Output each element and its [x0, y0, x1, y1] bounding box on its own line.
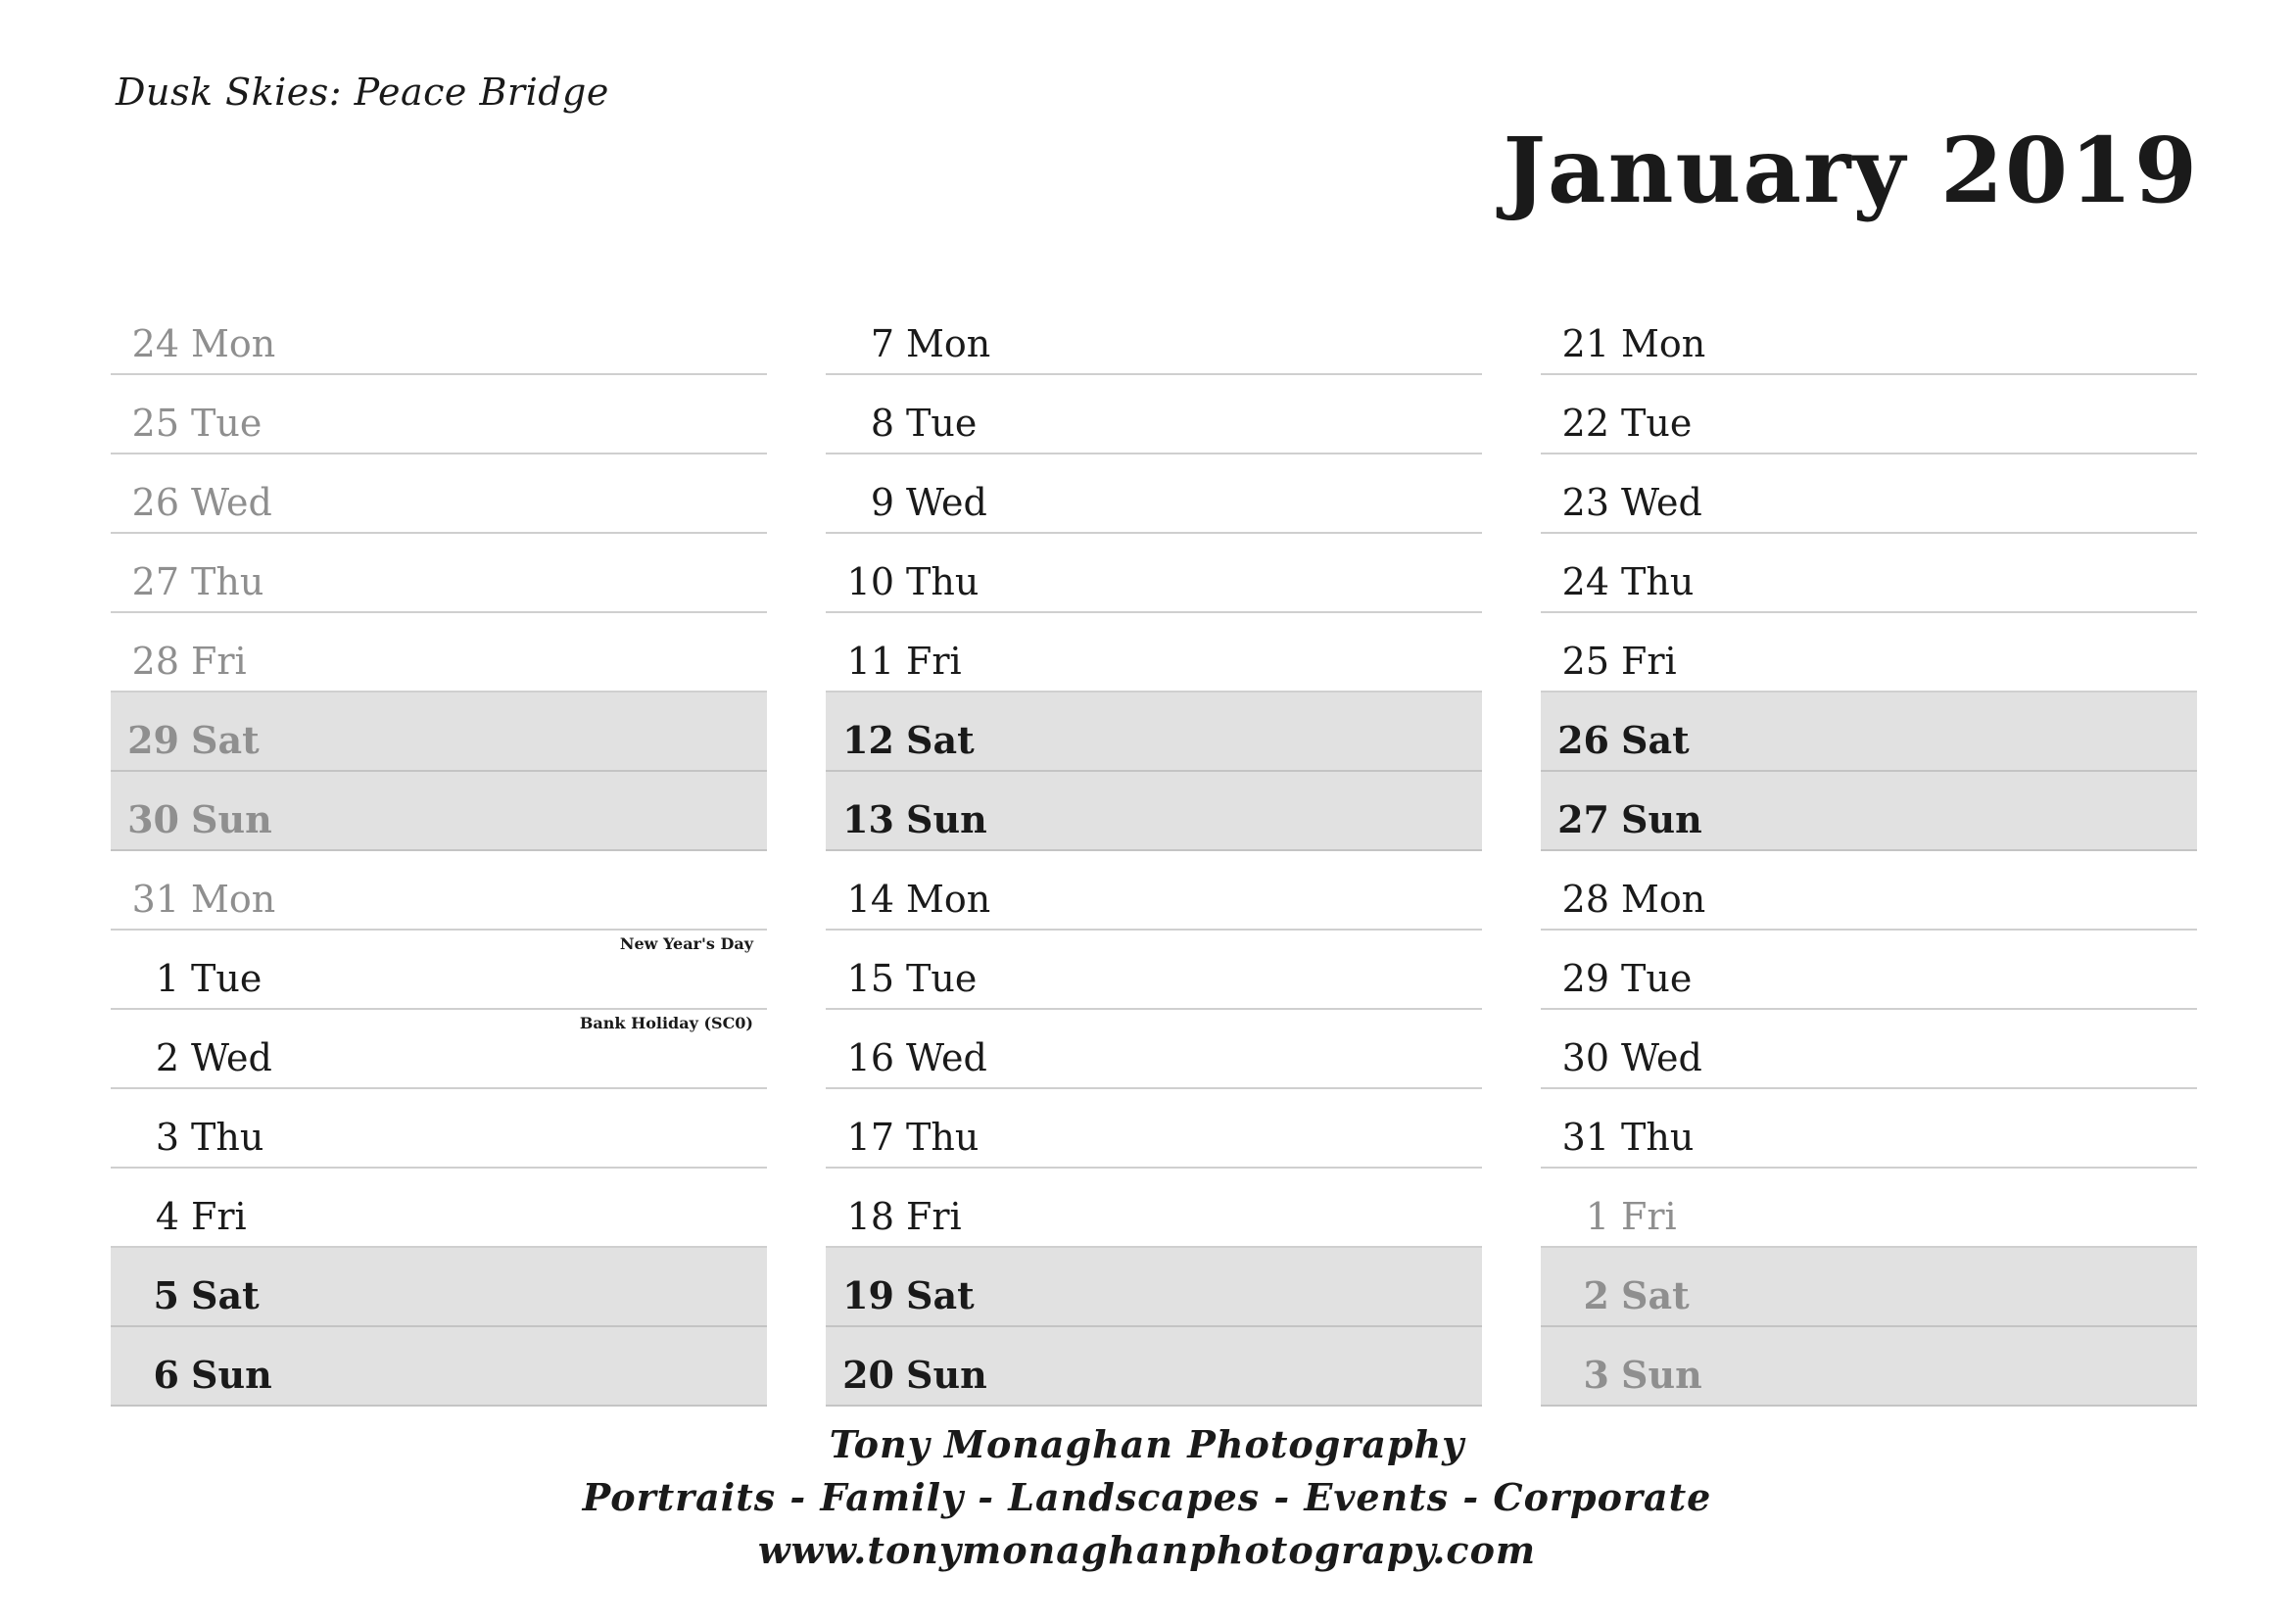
month-title: January 2019 [1503, 118, 2199, 223]
day-row [1541, 851, 2197, 931]
day-name: Wed [191, 1036, 272, 1079]
day-row [826, 931, 1482, 1010]
day-row [111, 693, 767, 772]
day-name: Mon [1621, 878, 1706, 921]
day-number: 29 [127, 718, 179, 762]
day-row [111, 931, 767, 1010]
day-name: Thu [1621, 1116, 1695, 1159]
day-row [1541, 1169, 2197, 1248]
day-number: 2 [155, 1036, 179, 1079]
day-name: Sat [191, 1273, 260, 1317]
day-number: 3 [155, 1116, 179, 1159]
day-number: 4 [155, 1195, 179, 1238]
day-number: 8 [870, 402, 894, 445]
day-name: Sat [906, 1273, 975, 1317]
day-row [826, 772, 1482, 851]
day-name: Sat [191, 718, 260, 762]
day-name: Sun [906, 797, 987, 841]
day-name: Mon [906, 322, 991, 365]
day-number: 6 [153, 1353, 179, 1397]
day-number: 28 [1561, 878, 1609, 921]
day-number: 17 [846, 1116, 894, 1159]
day-number: 30 [127, 797, 179, 841]
day-name: Thu [191, 1116, 264, 1159]
day-row [826, 454, 1482, 534]
day-number: 13 [842, 797, 894, 841]
day-row [111, 296, 767, 375]
day-number: 26 [131, 481, 179, 524]
day-name: Thu [191, 560, 264, 603]
day-number: 7 [870, 322, 894, 365]
day-row [1541, 454, 2197, 534]
day-row [1541, 1010, 2197, 1089]
day-row [111, 1169, 767, 1248]
day-name: Fri [906, 1195, 962, 1238]
day-number: 25 [131, 402, 179, 445]
day-name: Mon [906, 878, 991, 921]
day-name: Thu [1621, 560, 1695, 603]
calendar-column-3 [1541, 296, 2197, 1407]
day-row [1541, 534, 2197, 613]
day-name: Sat [1621, 718, 1690, 762]
day-name: Wed [906, 481, 987, 524]
day-number: 31 [131, 878, 179, 921]
day-row [826, 613, 1482, 693]
day-name: Wed [191, 481, 272, 524]
day-name: Fri [1621, 1195, 1677, 1238]
day-row [826, 1010, 1482, 1089]
day-number: 5 [153, 1273, 179, 1317]
day-name: Thu [906, 1116, 980, 1159]
day-row [826, 851, 1482, 931]
day-number: 23 [1561, 481, 1609, 524]
day-name: Fri [191, 640, 247, 683]
holiday-label: New Year's Day [619, 934, 753, 953]
day-name: Sat [906, 718, 975, 762]
day-name: Wed [1621, 1036, 1702, 1079]
day-number: 2 [1583, 1273, 1609, 1317]
day-row [826, 296, 1482, 375]
day-row [111, 1089, 767, 1169]
calendar-column-1 [111, 296, 767, 1407]
footer-website: www.tonymonaghanphotograpy.com [757, 1528, 1537, 1572]
holiday-label: Bank Holiday (SC0) [579, 1014, 753, 1032]
day-name: Sun [191, 1353, 272, 1397]
day-name: Wed [906, 1036, 987, 1079]
day-number: 22 [1561, 402, 1609, 445]
day-number: 25 [1561, 640, 1609, 683]
day-row [111, 772, 767, 851]
day-row [826, 1248, 1482, 1327]
day-row [1541, 375, 2197, 454]
day-name: Tue [906, 402, 978, 445]
day-row [826, 534, 1482, 613]
day-number: 30 [1561, 1036, 1609, 1079]
day-number: 29 [1561, 957, 1609, 1000]
day-name: Tue [906, 957, 978, 1000]
day-name: Sun [906, 1353, 987, 1397]
day-row [1541, 1089, 2197, 1169]
day-number: 18 [846, 1195, 894, 1238]
day-row [111, 454, 767, 534]
day-row [1541, 1248, 2197, 1327]
day-name: Sat [1621, 1273, 1690, 1317]
day-number: 14 [846, 878, 894, 921]
day-row [826, 1169, 1482, 1248]
day-row [1541, 613, 2197, 693]
day-row [1541, 772, 2197, 851]
day-number: 24 [1561, 560, 1609, 603]
day-row [111, 375, 767, 454]
day-name: Fri [1621, 640, 1677, 683]
day-name: Tue [1621, 957, 1693, 1000]
footer-studio-name: Tony Monaghan Photography [829, 1422, 1465, 1466]
day-number: 19 [842, 1273, 894, 1317]
day-number: 1 [1585, 1195, 1609, 1238]
day-number: 20 [842, 1353, 894, 1397]
day-number: 12 [842, 718, 894, 762]
day-row [1541, 693, 2197, 772]
calendar-column-2 [826, 296, 1482, 1407]
day-row [826, 1327, 1482, 1407]
day-row [111, 1010, 767, 1089]
day-name: Thu [906, 560, 980, 603]
day-name: Wed [1621, 481, 1702, 524]
day-number: 3 [1583, 1353, 1609, 1397]
day-number: 28 [131, 640, 179, 683]
day-number: 27 [1557, 797, 1609, 841]
day-name: Sun [1621, 1353, 1702, 1397]
day-number: 24 [131, 322, 179, 365]
day-number: 16 [846, 1036, 894, 1079]
day-number: 31 [1561, 1116, 1609, 1159]
day-row [111, 1327, 767, 1407]
day-number: 1 [155, 957, 179, 1000]
day-number: 9 [870, 481, 894, 524]
day-number: 11 [846, 640, 894, 683]
day-number: 10 [846, 560, 894, 603]
day-number: 15 [846, 957, 894, 1000]
day-name: Sun [191, 797, 272, 841]
photo-title: Dusk Skies: Peace Bridge [116, 71, 609, 114]
day-name: Tue [191, 957, 263, 1000]
day-row [826, 375, 1482, 454]
day-name: Sun [1621, 797, 1702, 841]
day-name: Fri [906, 640, 962, 683]
day-name: Mon [1621, 322, 1706, 365]
footer-services: Portraits - Family - Landscapes - Events - Corporate [582, 1475, 1712, 1519]
day-row [111, 613, 767, 693]
day-row [826, 693, 1482, 772]
footer [0, 1418, 2294, 1577]
day-name: Mon [191, 878, 276, 921]
day-name: Mon [191, 322, 276, 365]
day-row [1541, 931, 2197, 1010]
day-row [1541, 296, 2197, 375]
day-name: Tue [191, 402, 263, 445]
day-number: 21 [1561, 322, 1609, 365]
day-row [111, 851, 767, 931]
day-row [826, 1089, 1482, 1169]
day-row [111, 534, 767, 613]
day-row [1541, 1327, 2197, 1407]
day-number: 27 [131, 560, 179, 603]
day-name: Tue [1621, 402, 1693, 445]
day-number: 26 [1557, 718, 1609, 762]
day-name: Fri [191, 1195, 247, 1238]
day-row [111, 1248, 767, 1327]
